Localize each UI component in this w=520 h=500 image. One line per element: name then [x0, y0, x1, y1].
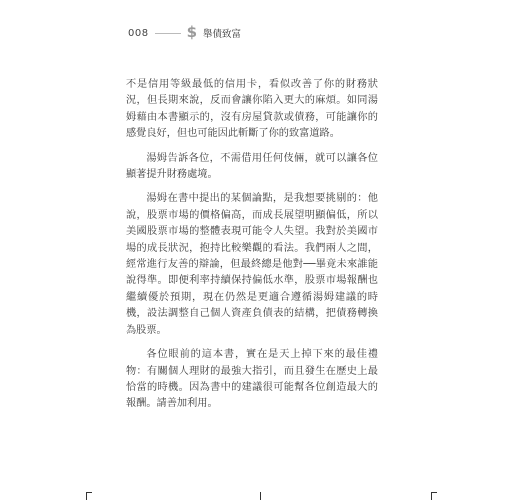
body-text — [126, 77, 378, 421]
crop-mark-right — [431, 492, 432, 500]
running-header — [128, 22, 242, 41]
header-rule — [155, 33, 181, 34]
page-number: 008 — [128, 27, 149, 39]
book-title: 舉債致富 — [203, 29, 242, 40]
paragraph-1: 不是信用等級最低的信用卡，看似改善了你的財務狀況，但長期來說，反而會讓你陷入更大的麻煩。如同湯姆藉由本書顯示的，沒有房屋貸款或債務，可能讓你的感覺良好，但也可能因此斬斷了你的致富道路。 — [126, 79, 378, 140]
crop-mark-center — [260, 492, 261, 500]
paragraph-4: 各位眼前的這本書，實在是天上掉下來的最佳禮物：有關個人理財的最強大指引，而且發生在歷史上最恰當的時機。因為書中的建議很可能幫各位創造最大的報酬。請善加利用。 — [126, 349, 378, 410]
crop-mark-left-tick — [86, 492, 92, 493]
crop-mark-left — [86, 492, 87, 500]
dollar-sign-icon: $ — [186, 22, 198, 41]
crop-mark-right-tick — [431, 492, 437, 493]
paragraph-2: 湯姆告訴各位，不需借用任何伎倆，就可以讓各位顯著提升財務處境。 — [126, 152, 378, 181]
paragraph-3: 湯姆在書中提出的某個論點，是我想要挑剔的：他說，股票市場的價格偏高，而成長展望明顯偏低，所以美國股票市場的整體表現可能令人失望。我對於美國市場的成長狀況，抱持比較樂觀的看法。我們兩人之間，經常進行友善的辯論，但最終總是他對──畢竟未來誰能說得準。即便利率持續保持偏低水準，股票市場報酬也繼續優於預期，現在仍然是更適合遵循湯姆建議的時機，設法調整自己個人資產負債表的結構，把債務轉換為股票。 — [126, 193, 378, 336]
